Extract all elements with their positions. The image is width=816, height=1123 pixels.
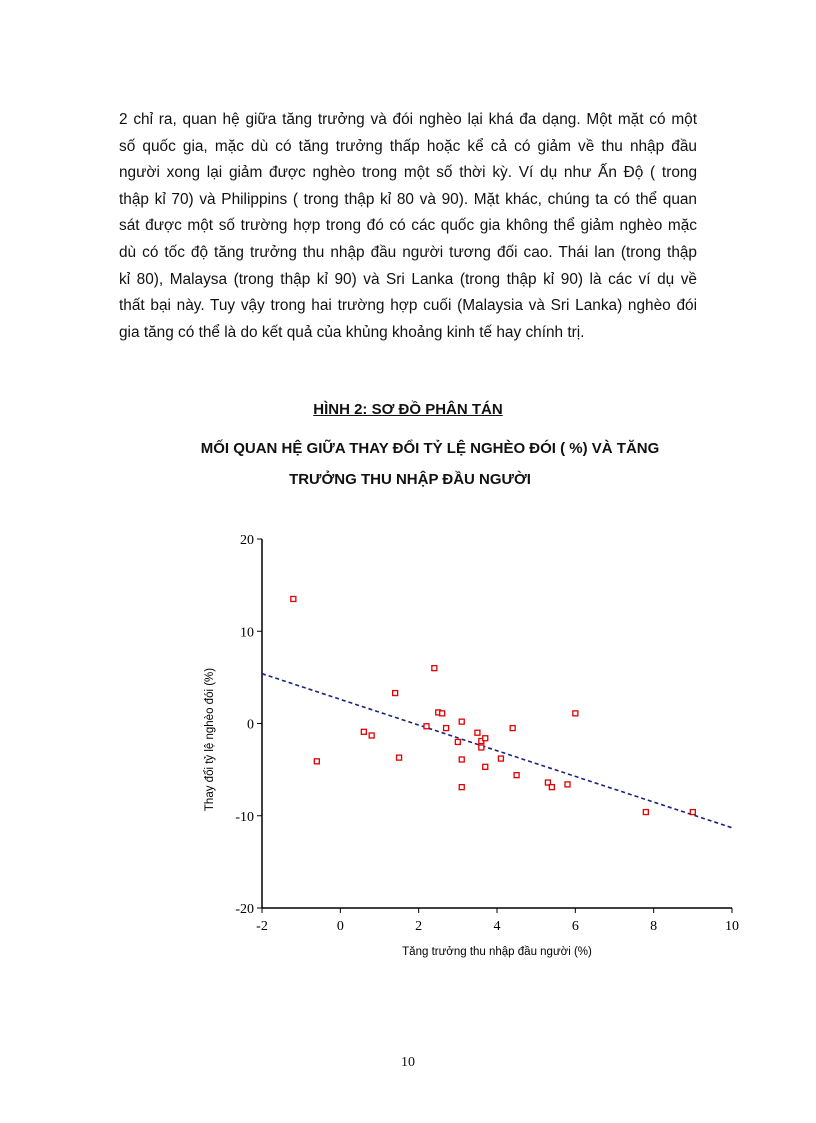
data-point [424,724,429,729]
data-point [475,730,480,735]
x-tick-label: -2 [256,919,268,934]
data-point [479,745,484,750]
paragraph-line: thập kỉ 70) và Philippins ( trong thập kỉ 80 và 90). Mặt khác, chúng ta có thể quan [119,190,697,208]
data-point [514,773,519,778]
data-point [690,810,695,815]
y-axis-label: Thay đổi tỷ lệ nghèo đói (%) [204,667,216,812]
data-point [549,785,554,790]
paragraph-line: dù có tốc độ tăng trưởng thu nhập đầu người tương đối cao. Thái lan (trong thập [119,243,697,261]
y-tick-label: -10 [235,809,254,825]
data-point [291,596,296,601]
y-tick-label: 20 [240,533,254,548]
y-tick-label: 10 [240,625,254,641]
figure-title-line-2: TRƯỞNG THU NHẬP ĐẦU NGƯỜI [289,471,531,488]
page-number: 10 [401,1055,415,1070]
data-point [459,719,464,724]
paragraph-line: số quốc gia, mặc dù có tăng trưởng thấp hoặc kể cả có giảm về thu nhập đầu [119,137,697,155]
paragraph-line: 2 chỉ ra, quan hệ giữa tăng trưởng và đói nghèo lại khá đa dạng. Một mặt có một [119,111,697,128]
data-point [459,757,464,762]
y-tick-label: -20 [235,902,254,917]
data-point [440,711,445,716]
data-point [314,759,319,764]
data-point [483,736,488,741]
data-point [459,785,464,790]
data-point [432,666,437,671]
data-point [444,726,449,731]
paragraph-line: kỉ 80), Malaysa (trong thập kỉ 90) và Sri Lanka (trong thập kỉ 90) là các ví dụ về [119,270,697,288]
data-point [565,782,570,787]
data-point [393,691,398,696]
paragraph-line: sát được một số trường hợp trong đó có các quốc gia không thể giảm nghèo mặc [119,217,697,235]
x-tick-label: 0 [336,919,344,934]
figure-label: HÌNH 2: SƠ ĐỒ PHÂN TÁN [313,401,503,418]
x-tick-label: 4 [493,919,501,934]
scatter-chart [195,525,755,965]
data-point [397,755,402,760]
data-point [361,729,366,734]
data-point [510,726,515,731]
paragraph-line: gia tăng có thể là do kết quả của khủng khoảng kinh tế hay chính trị. [119,323,585,341]
x-tick-label: 6 [571,919,579,934]
y-tick-label: 0 [247,717,254,733]
data-point [455,739,460,744]
x-axis-label: Tăng trưởng thu nhập đầu người (%) [402,946,592,958]
x-tick-label: 8 [650,919,658,934]
x-tick-label: 10 [725,919,739,934]
trend-line [262,674,732,828]
paragraph-line: người xong lại giảm được nghèo trong một số thời kỳ. Ví dụ như Ấn Độ ( trong [119,164,697,182]
data-point [573,711,578,716]
paragraph-line: thất bại này. Tuy vậy trong hai trường hợp cuối (Malaysia và Sri Lanka) nghèo đói [119,297,697,315]
data-point [369,733,374,738]
data-point [483,764,488,769]
data-point [498,756,503,761]
x-tick-label: 2 [415,919,423,934]
body-paragraph [119,107,697,346]
data-point [643,810,648,815]
figure-title-line-1: MỐI QUAN HỆ GIỮA THAY ĐỔI TỶ LỆ NGHÈO ĐÓI ( %) VÀ TĂNG [200,440,660,457]
